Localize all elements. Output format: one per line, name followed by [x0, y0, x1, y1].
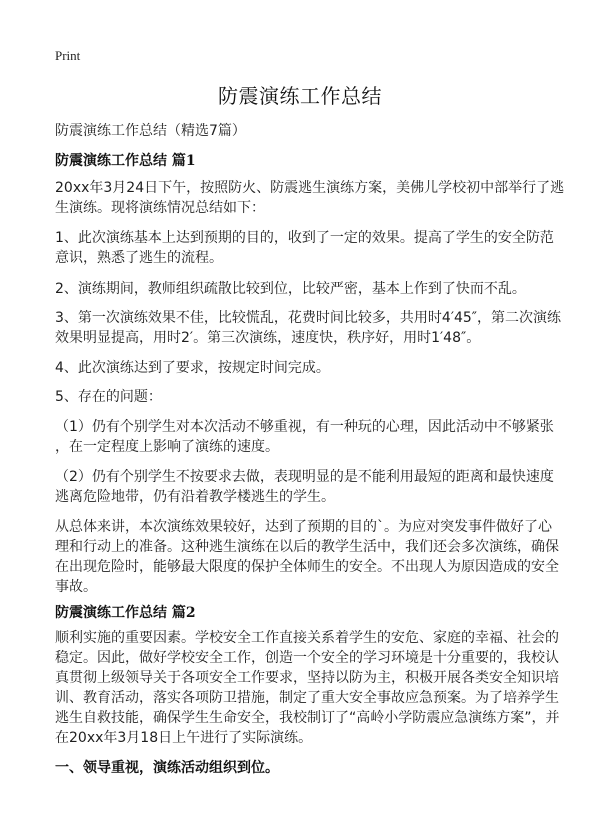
paragraph-item-4 — [55, 358, 545, 378]
text-line: 训、教育活动，落实各项防卫措施，制定了重大安全事故应急预案。为了培养学生 — [55, 690, 559, 706]
section-heading-2: 防震演练工作总结 篇2 — [55, 605, 196, 621]
text-line: （1）仍有个别学生对本次活动不够重视，有一种玩的心理，因此活动中不够紧张 — [55, 419, 554, 435]
section-heading-1: 防震演练工作总结 篇1 — [55, 153, 196, 169]
document-subtitle: 防震演练工作总结（精选7篇） — [55, 123, 246, 139]
paragraph-item-3 — [55, 308, 562, 348]
text-line: 生演练。现将演练情况总结如下： — [55, 200, 265, 216]
paragraph-item-2 — [55, 279, 545, 299]
text-line: 20xx年3月24日下午，按照防火、防震逃生演练方案，美佛儿学校初中部举行了逃 — [55, 180, 565, 196]
text-line: 逃生自救技能，确保学生生命安全，我校制订了“高岭小学防震应急演练方案”，并 — [55, 710, 560, 726]
text-line: 在出现危险时，能够最大限度的保护全体师生的安全。不出现人为原因造成的安全 — [55, 559, 559, 575]
paragraph-section2-body — [55, 628, 560, 748]
text-line: 意识，熟悉了逃生的流程。 — [55, 250, 223, 266]
text-line: 3、第一次演练效果不佳，比较慌乱，花费时间比较多，共用时4′45″，第二次演练 — [55, 310, 562, 326]
text-line: 顺利实施的重要因素。学校安全工作直接关系着学生的安危、家庭的幸福、社会的 — [55, 630, 559, 646]
text-line: 真贯彻上级领导关于各项安全工作要求，坚持以防为主，积极开展各类安全知识培 — [55, 670, 559, 686]
paragraph-conclusion — [55, 517, 559, 597]
text-line: 5、存在的问题： — [55, 389, 162, 405]
text-line: ，在一定程度上影响了演练的速度。 — [55, 439, 279, 455]
paragraph-item-1 — [55, 228, 554, 268]
paragraph-item-5 — [55, 387, 545, 407]
section2-subheading: 一、领导重视，演练活动组织到位。 — [55, 760, 279, 776]
text-line: 4、此次演练达到了要求，按规定时间完成。 — [55, 360, 330, 376]
text-line: 逃离危险地带，仍有沿着教学楼逃生的学生。 — [55, 489, 335, 505]
text-line: 2、演练期间，教师组织疏散比较到位，比较严密，基本上作到了快而不乱。 — [55, 281, 526, 297]
text-line: 1、此次演练基本上达到预期的目的，收到了一定的效果。提高了学生的安全防范 — [55, 230, 554, 246]
text-line: 事故。 — [55, 579, 97, 595]
print-link[interactable]: Print — [55, 48, 81, 63]
text-line: （2）仍有个别学生不按要求去做，表现明显的是不能利用最短的距离和最快速度 — [55, 469, 554, 485]
text-line: 稳定。因此，做好学校安全工作，创造一个安全的学习环境是十分重要的，我校认 — [55, 650, 559, 666]
text-line: 从总体来讲，本次演练效果较好，达到了预期的目的`。为应对突发事件做好了心 — [55, 519, 552, 535]
text-line: 理和行动上的准备。这种逃生演练在以后的教学生活中，我们还会多次演练，确保 — [55, 539, 559, 555]
paragraph-problem-1 — [55, 417, 554, 457]
text-line: 效果明显提高，用时2′。第三次演练，速度快，秩序好，用时1′48″。 — [55, 330, 481, 346]
paragraph-intro — [55, 178, 565, 218]
document-title: 防震演练工作总结 — [218, 84, 382, 108]
paragraph-problem-2 — [55, 467, 554, 507]
text-line: 在20xx年3月18日上午进行了实际演练。 — [55, 730, 313, 746]
